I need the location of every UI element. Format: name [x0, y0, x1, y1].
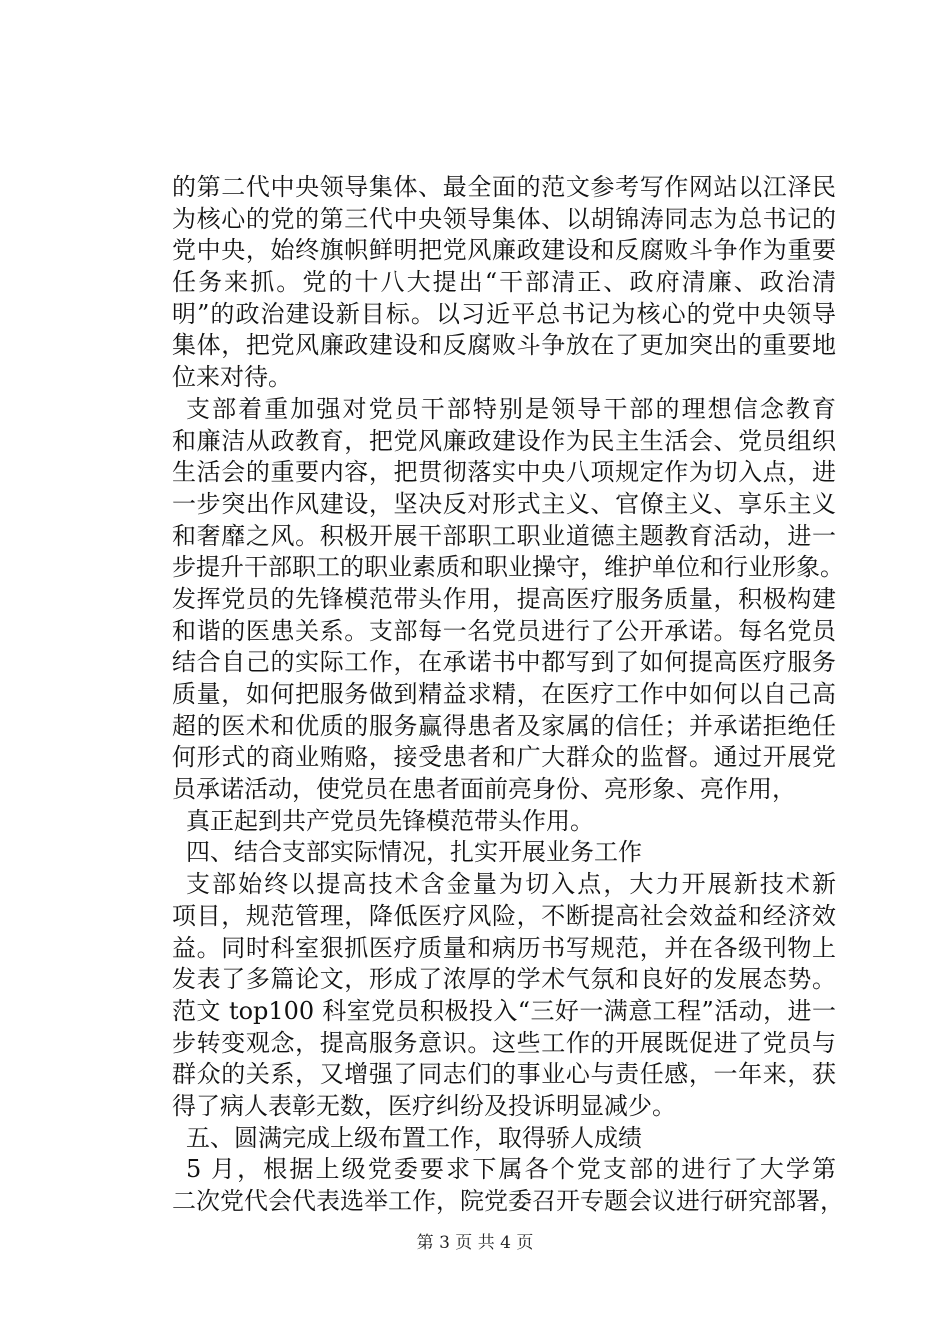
text-line: 步提升干部职工的职业素质和职业操守，维护单位和行业形象。 — [172, 553, 844, 582]
text-line: 为核心的党的第三代中央领导集体、以胡锦涛同志为总书记的 — [172, 204, 836, 233]
text-line: 发表了多篇论文，形成了浓厚的学术气氛和良好的发展态势。 — [172, 965, 836, 994]
text-line: 员承诺活动，使党员在患者面前亮身份、亮形象、亮作用， — [172, 775, 796, 804]
text-line: 结合自己的实际工作，在承诺书中都写到了如何提高医疗服务 — [172, 648, 836, 677]
text-line: 四、结合支部实际情况，扎实开展业务工作 — [186, 838, 642, 867]
document-body — [172, 172, 844, 1218]
text-line: 一步突出作风建设，坚决反对形式主义、官僚主义、享乐主义 — [172, 489, 836, 518]
text-line: 5 月，根据上级党委要求下属各个党支部的进行了大学第 — [186, 1155, 836, 1184]
text-line: 和奢靡之风。积极开展干部职工职业道德主题教育活动，进一 — [172, 521, 836, 550]
text-line: 支部始终以提高技术含金量为切入点，大力开展新技术新 — [186, 870, 836, 899]
page-footer: 第 3 页 共 4 页 — [416, 1233, 534, 1253]
text-line: 何形式的商业贿赂，接受患者和广大群众的监督。通过开展党 — [172, 743, 836, 772]
text-line: 群众的关系，又增强了同志们的事业心与责任感，一年来，获 — [172, 1060, 836, 1089]
text-line: 党中央，始终旗帜鲜明把党风廉政建设和反腐败斗争作为重要 — [172, 236, 836, 265]
text-line: 步转变观念，提高服务意识。这些工作的开展既促进了党员与 — [172, 1028, 836, 1057]
text-line: 任务来抓。党的十八大提出“干部清正、政府清廉、政治清 — [172, 268, 836, 297]
text-line: 二次党代会代表选举工作，院党委召开专题会议进行研究部署， — [172, 1187, 844, 1215]
text-line: 益。同时科室狠抓医疗质量和病历书写规范，并在各级刊物上 — [172, 933, 836, 962]
text-line: 支部着重加强对党员干部特别是领导干部的理想信念教育 — [186, 394, 836, 423]
text-line: 的第二代中央领导集体、最全面的范文参考写作网站以江泽民 — [172, 173, 836, 201]
text-line: 项目，规范管理，降低医疗风险，不断提高社会效益和经济效 — [172, 901, 836, 930]
text-line: 和廉洁从政教育，把党风廉政建设作为民主生活会、党员组织 — [172, 426, 836, 455]
text-line: 五、圆满完成上级布置工作，取得骄人成绩 — [186, 1123, 642, 1152]
text-line: 位来对待。 — [172, 363, 292, 392]
text-line: 集体，把党风廉政建设和反腐败斗争放在了更加突出的重要地 — [172, 331, 836, 360]
text-line: 发挥党员的先锋模范带头作用，提高医疗服务质量，积极构建 — [172, 584, 836, 613]
text-line: 超的医术和优质的服务赢得患者及家属的信任；并承诺拒绝任 — [172, 711, 836, 740]
text-line: 范文 top100 科室党员积极投入“三好一满意工程”活动，进一 — [172, 996, 836, 1025]
text-line: 明”的政治建设新目标。以习近平总书记为核心的党中央领导 — [172, 299, 836, 328]
text-line: 生活会的重要内容，把贯彻落实中央八项规定作为切入点，进 — [172, 458, 836, 487]
text-line: 真正起到共产党员先锋模范带头作用。 — [186, 806, 594, 835]
text-line: 得了病人表彰无数，医疗纠纷及投诉明显减少。 — [172, 1091, 676, 1120]
text-line: 和谐的医患关系。支部每一名党员进行了公开承诺。每名党员 — [172, 616, 836, 645]
text-line: 质量，如何把服务做到精益求精，在医疗工作中如何以自己高 — [172, 680, 836, 708]
